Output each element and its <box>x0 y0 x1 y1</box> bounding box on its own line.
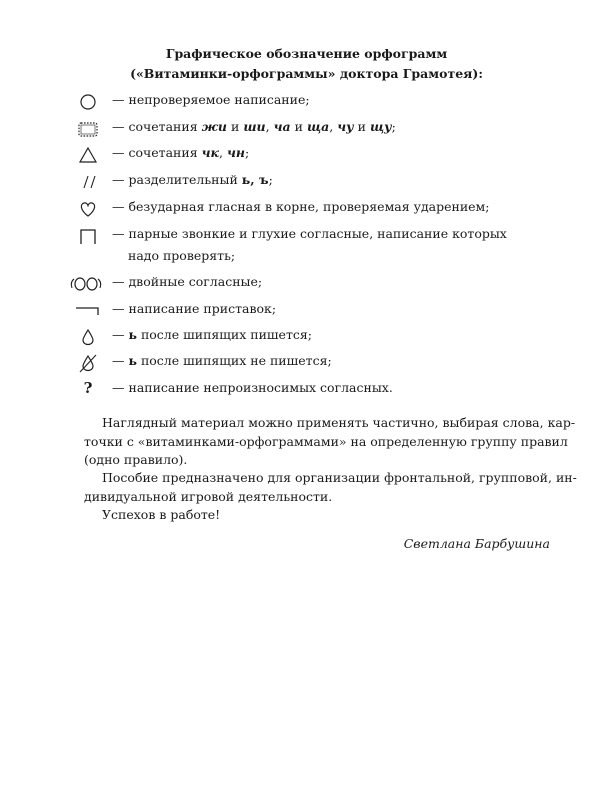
conjunction: и <box>294 119 303 134</box>
dash: — <box>112 353 125 368</box>
crossed-drop-icon <box>74 353 102 373</box>
dash: — <box>112 172 125 187</box>
paragraph-line: точки с «витаминками-орфограммами» на определенную группу правил <box>84 433 568 449</box>
wavy-rectangle-icon <box>74 119 102 139</box>
separator: ; <box>391 119 396 134</box>
letter: ь <box>128 353 137 368</box>
paragraph-line: Наглядный материал можно применять частично, выбирая слова, кар- <box>102 415 576 430</box>
triangle-icon <box>74 145 102 165</box>
legend-text: непроверяемое написание; <box>128 92 310 107</box>
author-signature: Светлана Барбушина <box>403 536 550 551</box>
prefix-corner-icon <box>74 301 102 321</box>
letter-pair: чу <box>337 119 354 134</box>
legend-text: двойные согласные; <box>128 274 263 289</box>
legend-row-silent <box>60 378 560 400</box>
legend-row-soft-written <box>60 325 560 347</box>
dash: — <box>112 145 125 160</box>
heading-line-1: Графическое обозначение орфограмм <box>165 46 448 61</box>
paragraph-purpose <box>84 469 577 506</box>
double-slash-icon <box>74 172 102 192</box>
legend-prefix: сочетания <box>128 145 198 160</box>
legend-row-separating <box>60 170 560 192</box>
separator: , <box>265 119 270 134</box>
letter-pair: чк <box>201 145 219 160</box>
drop-icon <box>74 327 102 347</box>
dash: — <box>112 199 125 214</box>
letter-pair: ща <box>306 119 330 134</box>
paragraph-wishes <box>84 506 549 525</box>
conjunction: и <box>357 119 366 134</box>
dash: — <box>112 92 125 107</box>
legend-prefix: разделительный <box>128 172 238 187</box>
heart-icon <box>74 199 102 219</box>
legend-text: после шипящих пишется; <box>140 327 312 342</box>
question-mark-icon: ? <box>83 379 93 397</box>
bracket-icon <box>74 226 102 246</box>
legend-row-prefixes <box>60 299 560 321</box>
dash: — <box>112 327 125 342</box>
legend-row-chk-chn <box>60 143 560 165</box>
letter-pair: ча <box>273 119 291 134</box>
paragraph-line: (одно правило). <box>84 452 188 467</box>
dash: — <box>112 380 125 395</box>
letter-pair: ши <box>243 119 266 134</box>
legend-row-consonants <box>60 224 560 270</box>
letter-pair: жи <box>201 119 227 134</box>
legend-row-double <box>60 272 560 294</box>
paragraph-line: Пособие предназначено для организации фронтальной, групповой, ин- <box>102 470 577 485</box>
heading-line-2: («Витаминки-орфограммы» доктора Грамотея): <box>130 66 483 81</box>
dash: — <box>112 226 125 241</box>
legend-text: написание непроизносимых согласных. <box>128 380 393 395</box>
conjunction: и <box>230 119 240 134</box>
legend-prefix: сочетания <box>128 119 198 134</box>
legend-text: написание приставок; <box>128 301 277 316</box>
legend-row-zhi-shi <box>60 117 560 139</box>
legend-text: после шипящих не пишется; <box>140 353 332 368</box>
legend-text: парные звонкие и глухие согласные, написание которых <box>128 226 507 241</box>
legend-row-soft-not-written <box>60 351 560 373</box>
letter-pair: чн <box>226 145 246 160</box>
legend-text: безударная гласная в корне, проверяемая ударением; <box>128 199 490 214</box>
dash: — <box>112 301 125 316</box>
paragraph-usage <box>84 414 576 470</box>
separator: ; <box>268 172 273 187</box>
letter: ь <box>128 327 137 342</box>
dash: — <box>112 119 125 134</box>
separator: ; <box>245 145 250 160</box>
circle-icon <box>74 92 102 112</box>
dash: — <box>112 274 125 289</box>
separator: , <box>218 145 223 160</box>
paragraph-line: Успехов в работе! <box>102 507 221 522</box>
glasses-icon <box>68 274 104 294</box>
legend-row-unverifiable <box>60 90 560 112</box>
separator: , <box>329 119 334 134</box>
legend-text-continued: надо проверять; <box>128 248 236 263</box>
letter-pair: щу <box>369 119 392 134</box>
paragraph-line: дивидуальной игровой деятельности. <box>84 488 333 504</box>
legend-row-unstressed <box>60 197 560 219</box>
letters: ь, ъ <box>241 172 269 187</box>
